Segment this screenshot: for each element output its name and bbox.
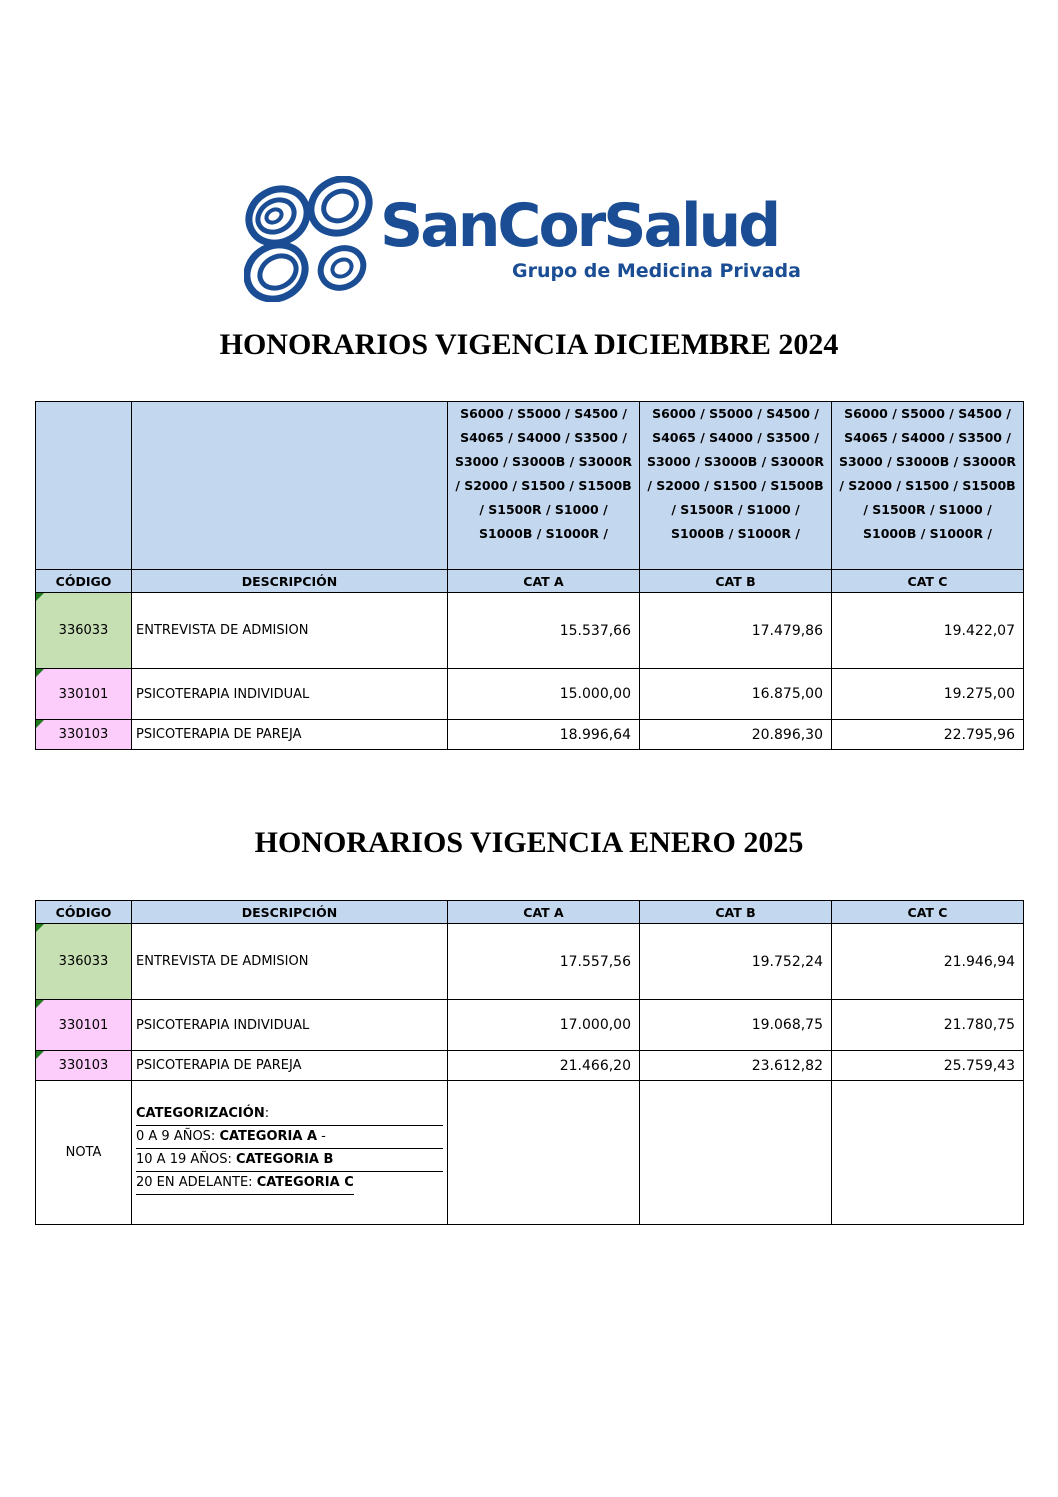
cat-a-value: 21.466,20 xyxy=(448,1051,640,1081)
header-cat-c: CAT C xyxy=(832,570,1024,593)
section1-title: HONORARIOS VIGENCIA DICIEMBRE 2024 xyxy=(219,328,839,361)
category-a-suffix: - xyxy=(317,1129,326,1144)
cat-b-value: 19.752,24 xyxy=(640,924,832,1000)
categorization-heading xyxy=(136,1103,443,1126)
cat-a-value: 15.537,66 xyxy=(448,593,640,669)
cat-b-value: 23.612,82 xyxy=(640,1051,832,1081)
code-value: 330101 xyxy=(58,686,109,702)
header-codigo: CÓDIGO xyxy=(36,901,132,924)
header-descripcion: DESCRIPCIÓN xyxy=(132,901,448,924)
description-cell: ENTREVISTA DE ADMISION xyxy=(132,924,448,1000)
cat-c-value: 19.422,07 xyxy=(832,593,1024,669)
plans-empty-cell xyxy=(132,402,448,570)
cell-marker-icon xyxy=(36,1051,44,1059)
categorization-list xyxy=(136,1103,443,1195)
cat-a-value: 18.996,64 xyxy=(448,720,640,750)
code-cell xyxy=(36,924,132,1000)
cat-a-value: 15.000,00 xyxy=(448,669,640,720)
cat-c-value: 22.795,96 xyxy=(832,720,1024,750)
cell-marker-icon xyxy=(36,720,44,728)
description-cell: PSICOTERAPIA DE PAREJA xyxy=(132,720,448,750)
cat-a-value: 17.000,00 xyxy=(448,1000,640,1051)
cat-b-value: 19.068,75 xyxy=(640,1000,832,1051)
table-header-row xyxy=(36,901,1024,924)
cat-b-value: 16.875,00 xyxy=(640,669,832,720)
note-empty-cell xyxy=(448,1081,640,1225)
note-content xyxy=(132,1081,448,1225)
header-descripcion: DESCRIPCIÓN xyxy=(132,570,448,593)
categorization-line-a xyxy=(136,1126,443,1149)
note-row xyxy=(36,1081,1024,1225)
code-value: 330101 xyxy=(58,1017,109,1033)
sancor-logo-icon xyxy=(244,176,374,302)
code-cell xyxy=(36,720,132,750)
code-value: 330103 xyxy=(58,1058,109,1073)
sancor-logo xyxy=(244,176,824,302)
header-cat-b: CAT B xyxy=(640,901,832,924)
code-cell xyxy=(36,593,132,669)
table-row xyxy=(36,1000,1024,1051)
code-value: 330103 xyxy=(58,727,109,742)
fees-table-jan-2025 xyxy=(35,900,1024,1225)
cat-c-value: 19.275,00 xyxy=(832,669,1024,720)
note-empty-cell xyxy=(832,1081,1024,1225)
brand-tagline: Grupo de Medicina Privada xyxy=(512,260,801,282)
description-cell: PSICOTERAPIA INDIVIDUAL xyxy=(132,669,448,720)
code-cell xyxy=(36,1051,132,1081)
header-cat-a: CAT A xyxy=(448,570,640,593)
age-range-a: 0 A 9 AÑOS: xyxy=(136,1129,220,1144)
cat-c-value: 21.946,94 xyxy=(832,924,1024,1000)
cell-marker-icon xyxy=(36,593,44,601)
note-label: NOTA xyxy=(36,1081,132,1225)
description-cell: PSICOTERAPIA DE PAREJA xyxy=(132,1051,448,1081)
note-empty-cell xyxy=(640,1081,832,1225)
plans-cat-a: S6000 / S5000 / S4500 / S4065 / S4000 / S3500 / S3000 / S3000B / S3000R / S2000 / S1500 / S1500B / S1500R / S1000 / S1000B / S1000R / xyxy=(448,402,640,570)
cat-b-value: 17.479,86 xyxy=(640,593,832,669)
table-row xyxy=(36,669,1024,720)
categorization-heading-text: CATEGORIZACIÓN xyxy=(136,1106,265,1121)
brand-name: SanCorSalud xyxy=(380,191,779,261)
description-cell: PSICOTERAPIA INDIVIDUAL xyxy=(132,1000,448,1051)
category-b: CATEGORIA B xyxy=(236,1152,334,1167)
cat-a-value: 17.557,56 xyxy=(448,924,640,1000)
fees-table-dec-2024 xyxy=(35,401,1024,750)
code-cell xyxy=(36,669,132,720)
code-cell xyxy=(36,1000,132,1051)
cat-c-value: 25.759,43 xyxy=(832,1051,1024,1081)
plans-cat-c: S6000 / S5000 / S4500 / S4065 / S4000 / S3500 / S3000 / S3000B / S3000R / S2000 / S1500 / S1500B / S1500R / S1000 / S1000B / S1000R / xyxy=(832,402,1024,570)
plans-cat-b: S6000 / S5000 / S4500 / S4065 / S4000 / S3500 / S3000 / S3000B / S3000R / S2000 / S1500 / S1500B / S1500R / S1000 / S1000B / S1000R / xyxy=(640,402,832,570)
category-c: CATEGORIA C xyxy=(256,1175,354,1190)
age-range-b: 10 A 19 AÑOS: xyxy=(136,1152,236,1167)
plans-empty-cell xyxy=(36,402,132,570)
code-value: 336033 xyxy=(58,623,109,638)
categorization-line-b xyxy=(136,1149,443,1172)
header-cat-a: CAT A xyxy=(448,901,640,924)
table-row xyxy=(36,720,1024,750)
cell-marker-icon xyxy=(36,924,44,932)
code-value: 336033 xyxy=(58,954,109,969)
cell-marker-icon xyxy=(36,1000,44,1008)
cat-c-value: 21.780,75 xyxy=(832,1000,1024,1051)
table-row xyxy=(36,593,1024,669)
plans-row xyxy=(36,402,1024,570)
section2-title: HONORARIOS VIGENCIA ENERO 2025 xyxy=(254,826,804,859)
header-cat-b: CAT B xyxy=(640,570,832,593)
description-cell: ENTREVISTA DE ADMISION xyxy=(132,593,448,669)
category-a: CATEGORIA A xyxy=(219,1129,318,1144)
header-codigo: CÓDIGO xyxy=(36,570,132,593)
categorization-heading-suffix: : xyxy=(264,1106,270,1121)
age-range-c: 20 EN ADELANTE: xyxy=(136,1175,257,1190)
table-row xyxy=(36,924,1024,1000)
categorization-line-c xyxy=(136,1172,354,1195)
cat-b-value: 20.896,30 xyxy=(640,720,832,750)
table-row xyxy=(36,1051,1024,1081)
table-header-row xyxy=(36,570,1024,593)
header-cat-c: CAT C xyxy=(832,901,1024,924)
cell-marker-icon xyxy=(36,669,44,677)
